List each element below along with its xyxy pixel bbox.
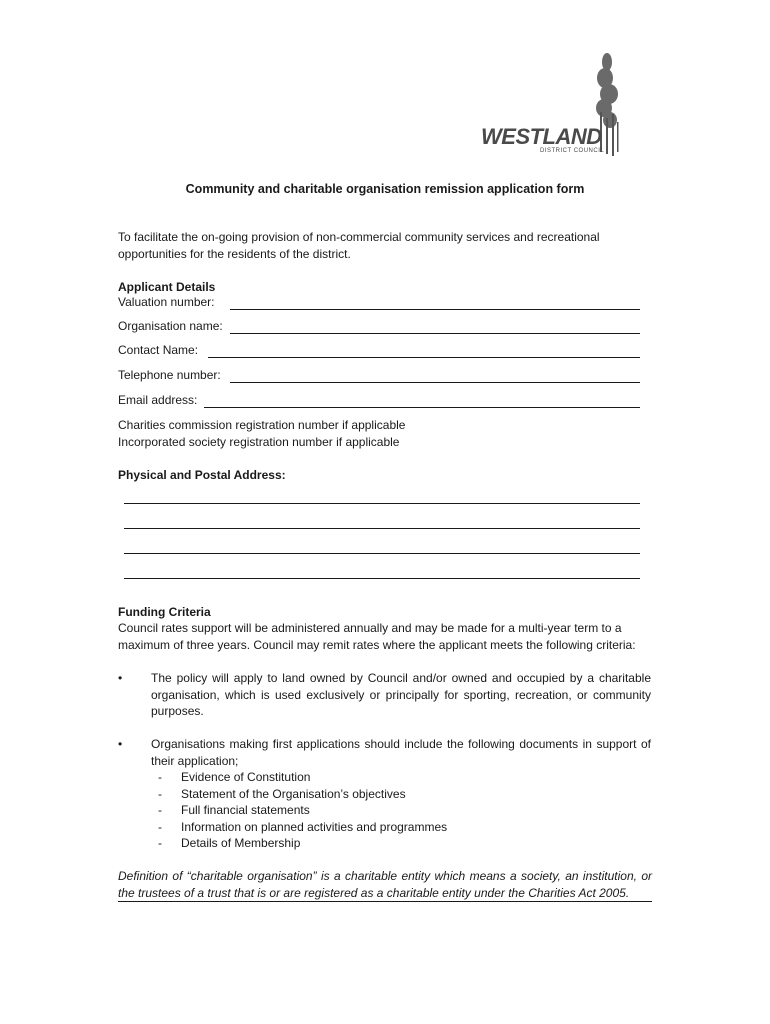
address-line-1[interactable] [124, 503, 640, 504]
bullet-icon: • [118, 737, 123, 751]
bullet-icon: • [118, 671, 123, 685]
list-item-text: Information on planned activities and programmes [181, 819, 448, 834]
westland-logo [478, 52, 628, 160]
applicant-details-heading: Applicant Details [118, 280, 216, 294]
input-line[interactable] [204, 407, 640, 408]
input-line[interactable] [230, 309, 640, 310]
list-item-text: Full financial statements [181, 803, 310, 817]
list-item [158, 819, 447, 836]
criteria-item [118, 670, 652, 720]
criteria-text: The policy will apply to land owned by Council and/or owned and occupied by a charitable organisation, which is used exclusively or principally for sporting, recreation, or community purposes. [151, 671, 651, 718]
criteria-item [118, 736, 652, 770]
intro-paragraph: To facilitate the on-going provision of non-commercial community services and recreational opportunities for the residents of the district. [118, 230, 600, 261]
registration-notes [118, 417, 648, 450]
dash-icon: - [158, 836, 162, 850]
field-label: Email address: [118, 393, 198, 407]
logo-subtitle: DISTRICT COUNCIL [540, 148, 605, 154]
dash-icon: - [158, 803, 162, 817]
field-label: Contact Name: [118, 343, 199, 357]
contact-name-field[interactable] [118, 343, 640, 360]
address-line-3[interactable] [124, 553, 640, 554]
funding-criteria-text: Council rates support will be administered annually and may be made for a multi-year term to a maximum of three years. Council may remit rates where the applicant meets the following criteria: [118, 621, 636, 652]
organisation-name-field[interactable] [118, 319, 640, 336]
form-title: Community and charitable organisation remission application form [185, 182, 585, 196]
input-line[interactable] [230, 333, 640, 334]
incorporated-society-line: Incorporated society registration number if applicable [118, 434, 400, 449]
divider [118, 901, 652, 902]
address-line-4[interactable] [124, 578, 640, 579]
documents-list [158, 769, 447, 852]
valuation-number-field[interactable] [118, 295, 640, 312]
field-label: Valuation number: [118, 295, 215, 309]
list-item [158, 769, 447, 786]
field-label: Telephone number: [118, 368, 221, 382]
input-line[interactable] [230, 382, 640, 383]
address-line-2[interactable] [124, 528, 640, 529]
email-address-field[interactable] [118, 393, 640, 410]
telephone-number-field[interactable] [118, 368, 640, 385]
field-label: Organisation name: [118, 319, 223, 333]
dash-icon: - [158, 770, 162, 784]
logo-wordmark: WESTLAND [481, 124, 602, 149]
list-item-text: Evidence of Constitution [181, 770, 311, 784]
criteria-text: Organisations making first applications should include the following documents in support of their application; [151, 737, 651, 768]
dash-icon: - [158, 819, 162, 834]
list-item-text: Details of Membership [181, 836, 301, 850]
funding-criteria-heading: Funding Criteria [118, 605, 211, 619]
charities-registration-line: Charities commission registration number if applicable [118, 418, 406, 432]
list-item-text: Statement of the Organisation’s objectives [181, 786, 406, 801]
charitable-organisation-definition: Definition of “charitable organisation” is a charitable entity which means a society, an institution, or the trustees of a trust that is or are registered as a charitable entity under the Charities Act 2005. [118, 869, 652, 900]
list-item [158, 835, 447, 852]
input-line[interactable] [208, 357, 640, 358]
list-item [158, 786, 447, 803]
dash-icon: - [158, 786, 162, 801]
list-item [158, 802, 447, 819]
address-heading: Physical and Postal Address: [118, 468, 286, 482]
